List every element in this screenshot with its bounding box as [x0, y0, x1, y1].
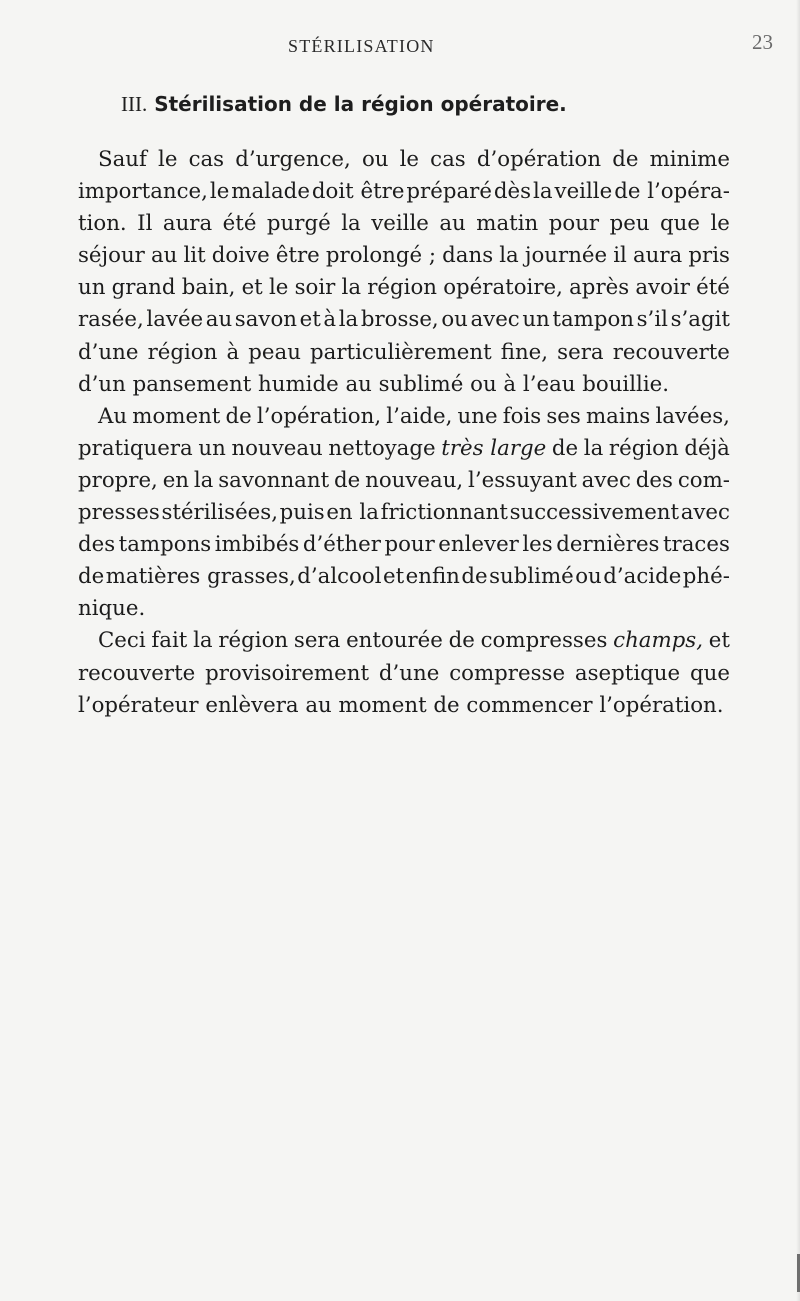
text-line: nique.: [78, 596, 146, 622]
text-line: de matières grasses, d’alcool et enfin de sublimé ou d’acide phé-: [78, 564, 730, 590]
paragraph-1: [78, 144, 730, 401]
text-line: rasée, lavée au savon et à la brosse, ou avec un tampon s’il s’agit: [78, 307, 730, 333]
page-number: 23: [752, 30, 773, 54]
paragraph-3: [78, 625, 730, 721]
paragraph-2: [78, 401, 730, 626]
text-line: tion. Il aura été purgé la veille au matin pour peu que le: [78, 211, 730, 237]
text-line: l’opérateur enlèvera au moment de commencer l’opération.: [78, 692, 724, 718]
text-line: un grand bain, et le soir la région opératoire, après avoir été: [78, 275, 730, 301]
text-line: des tampons imbibés d’éther pour enlever les dernières traces: [78, 532, 730, 558]
text-line: presses stérilisées, puis en la frictionnant successivement avec: [78, 500, 730, 526]
section-title: Stérilisation de la région opératoire.: [154, 92, 567, 116]
text-line: séjour au lit doive être prolongé ; dans la journée il aura pris: [78, 243, 730, 269]
text-line: propre, en la savonnant de nouveau, l’essuyant avec des com-: [78, 467, 730, 493]
emphasis-text: champs,: [613, 628, 704, 654]
section-number: III.: [121, 92, 148, 116]
section-heading: [121, 92, 567, 117]
body-text: [78, 144, 730, 722]
page-edge-shadow: [796, 0, 800, 1301]
text-line: Ceci fait la région sera entourée de compresses champs, et: [78, 625, 730, 657]
text-line: recouverte provisoirement d’une compresse aseptique que: [78, 660, 730, 686]
text-line: pratiquera un nouveau nettoyage très large de la région déjà: [78, 433, 730, 465]
text-line: d’un pansement humide au sublimé ou à l’eau bouillie.: [78, 371, 670, 397]
text-line: Sauf le cas d’urgence, ou le cas d’opération de minime: [98, 147, 730, 172]
text-line: importance, le malade doit être préparé dès la veille de l’opéra-: [78, 179, 730, 205]
running-head: STÉRILISATION: [288, 36, 435, 56]
text-line: d’une région à peau particulièrement fine, sera recouverte: [78, 339, 730, 365]
emphasis-text: très large: [441, 435, 547, 461]
text-line: Au moment de l’opération, l’aide, une fois ses mains lavées,: [98, 403, 730, 429]
